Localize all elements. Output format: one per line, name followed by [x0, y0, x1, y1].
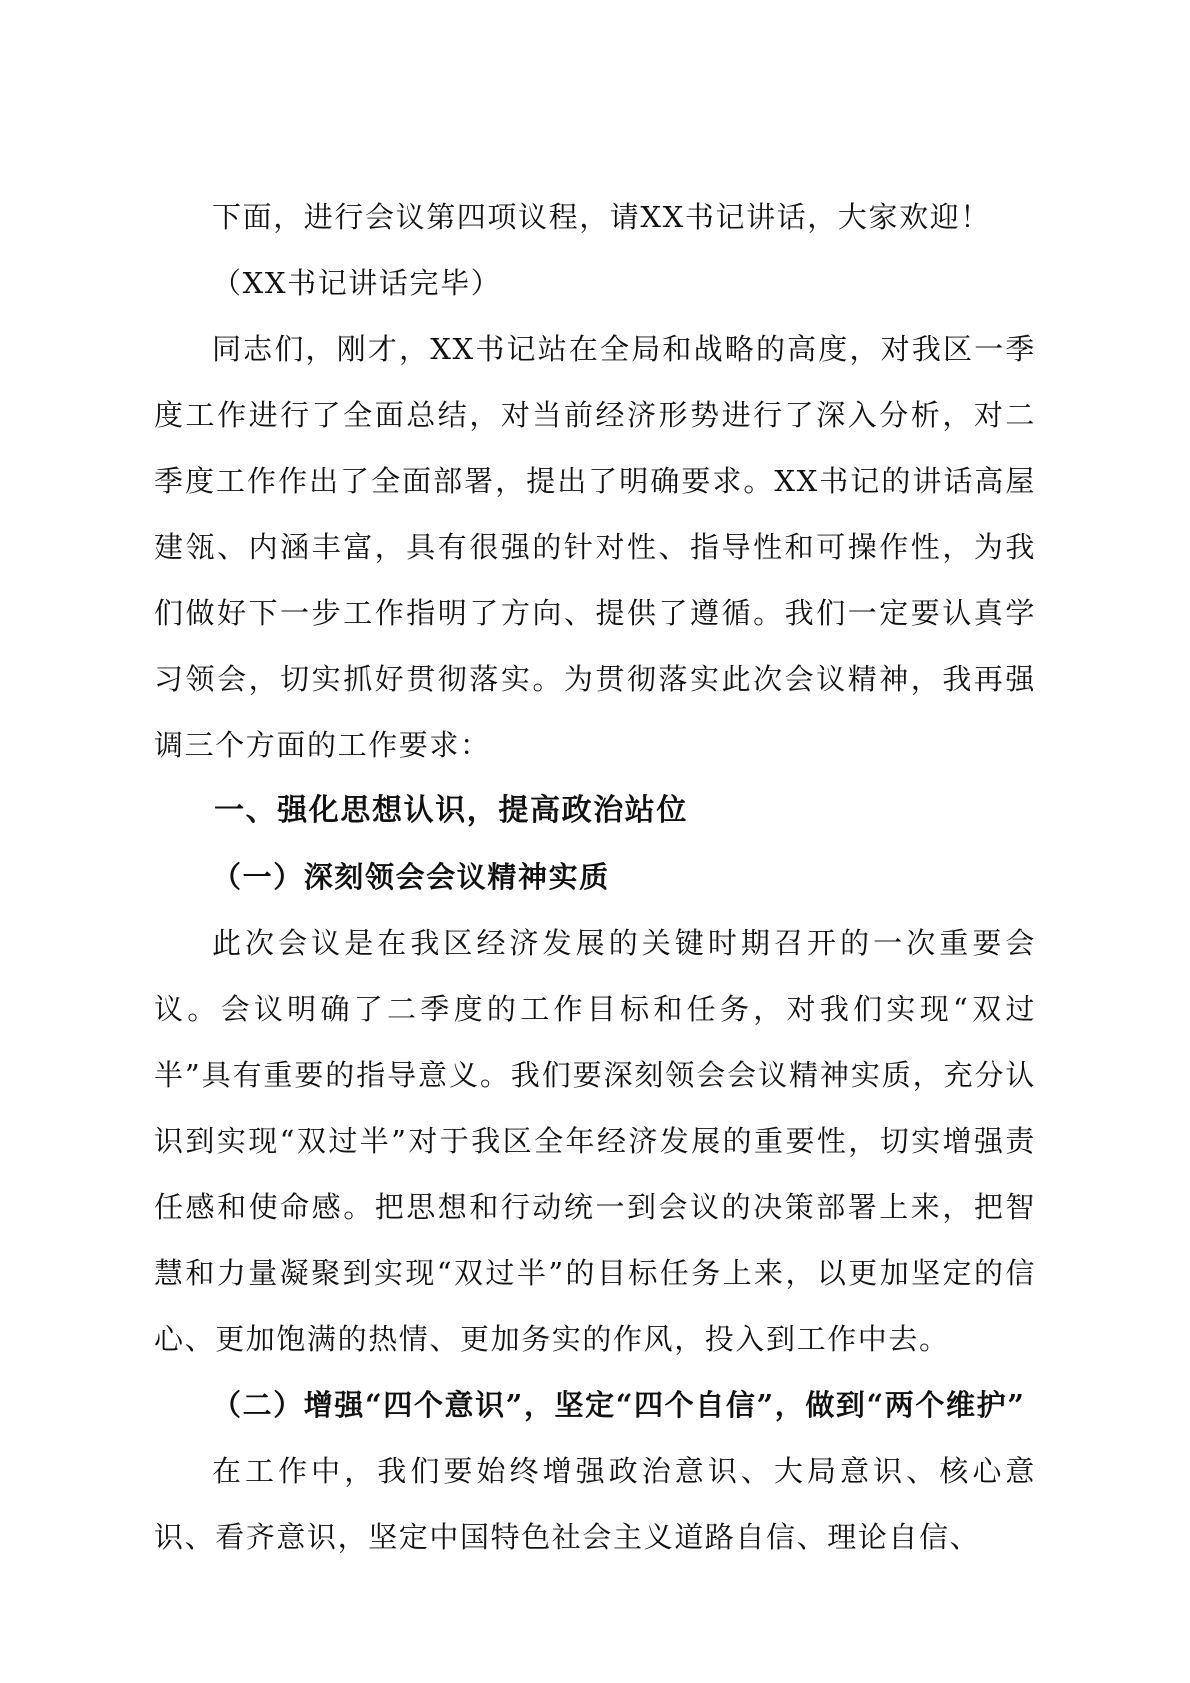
paragraph-summary: 同志们，刚才，XX书记站在全局和战略的高度，对我区一季度工作进行了全面总结，对当前经济形势进行了深入分析，对二季度工作作出了全面部署，提出了明确要求。XX书记的讲话高屋建瓴、内涵丰富，具有很强的针对性、指导性和可操作性，为我们做好下一步工作指明了方向、提供了遵循。我们一定要认真学习领会，切实抓好贯彻落实。为贯彻落实此次会议精神，我再强调三个方面的工作要求： [154, 332, 1036, 762]
paragraph-speech-finished: （XX书记讲话完毕） [212, 266, 502, 300]
document-body [154, 184, 1036, 1570]
paragraph-meeting-importance: 此次会议是在我区经济发展的关键时期召开的一次重要会议。会议明确了二季度的工作目标和任务，对我们实现“双过半”具有重要的指导意义。我们要深刻领会会议精神实质，充分认识到实现“双过半”对于我区全年经济发展的重要性，切实增强责任感和使命感。把思想和行动统一到会议的决策部署上来，把智慧和力量凝聚到实现“双过半”的目标任务上来，以更加坚定的信心、更加饱满的热情、更加务实的作风，投入到工作中去。 [154, 926, 1036, 1356]
subsection-heading-1: （一）深刻领会会议精神实质 [212, 860, 610, 894]
subsection-heading-2: （二）增强“四个意识”，坚定“四个自信”，做到“两个维护” [212, 1388, 1026, 1422]
section-heading: 一、强化思想认识，提高政治站位 [214, 793, 688, 828]
paragraph-political-awareness: 在工作中，我们要始终增强政治意识、大局意识、核心意识、看齐意识，坚定中国特色社会主义道路自信、理论自信、 [154, 1454, 1036, 1554]
paragraph-agenda: 下面，进行会议第四项议程，请XX书记讲话，大家欢迎！ [212, 200, 991, 234]
